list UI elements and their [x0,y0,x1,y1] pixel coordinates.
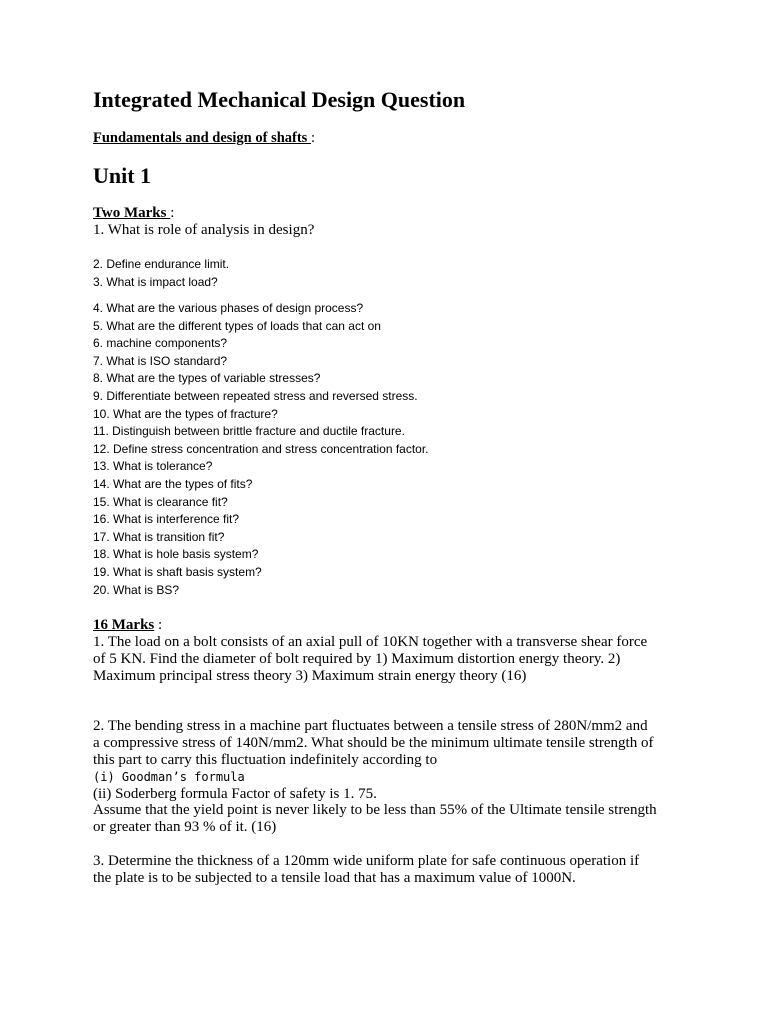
subheading-suffix: : [310,130,315,146]
subheading-label: Fundamentals and design of shafts [93,130,311,146]
paragraph-line: the plate is to be subjected to a tensile load that has a maximum value of 1000N. [93,870,576,886]
question-item: 15. What is clearance fit? [93,494,228,509]
paragraph-line: 1. The load on a bolt consists of an axial pull of 10KN together with a transverse shear force [93,634,648,650]
question-item: 6. machine components? [93,336,228,351]
sixteen-marks-heading [93,617,162,634]
question-item: 17. What is transition fit? [93,529,225,544]
question-item: 13. What is tolerance? [93,459,213,474]
sixteen-marks-question-3 [93,853,683,887]
two-marks-question-1: 1. What is role of analysis in design? [93,222,315,238]
question-item: 20. What is BS? [93,582,180,597]
question-item: 10. What are the types of fracture? [93,406,278,421]
paragraph-line: 3. Determine the thickness of a 120mm wide uniform plate for safe continuous operation if [93,853,640,869]
two-marks-heading [93,205,174,222]
paragraph-line: (ii) Soderberg formula Factor of safety is 1. 75. [93,786,377,802]
paragraph-line: (i) Goodman’s formula [93,770,245,784]
two-marks-question-list-b [93,300,429,599]
sixteen-marks-suffix: : [154,617,163,633]
question-item: 18. What is hole basis system? [93,547,259,562]
sixteen-marks-question-1 [93,634,683,685]
paragraph-line: a compressive stress of 140N/mm2. What should be the minimum ultimate tensile strength of [93,735,654,751]
two-marks-label: Two Marks [93,205,171,221]
question-item: 3. What is impact load? [93,274,218,289]
question-item: 11. Distinguish between brittle fracture and ductile fracture. [93,424,405,439]
unit-heading: Unit 1 [93,163,152,188]
question-item: 12. Define stress concentration and stress concentration factor. [93,441,429,456]
sixteen-marks-label: 16 Marks [93,617,155,633]
question-item: 8. What are the types of variable stresses? [93,371,321,386]
question-item: 16. What is interference fit? [93,512,240,527]
paragraph-line: of 5 KN. Find the diameter of bolt required by 1) Maximum distortion energy theory. 2) [93,651,621,667]
question-item: 9. Differentiate between repeated stress and reversed stress. [93,388,418,403]
sixteen-marks-question-2-note [93,802,683,836]
two-marks-suffix: : [170,205,175,221]
paragraph-line: Maximum principal stress theory 3) Maximum strain energy theory (16) [93,668,527,684]
document-title: Integrated Mechanical Design Question [93,87,466,112]
paragraph-line: this part to carry this fluctuation indefinitely according to [93,752,438,768]
question-item: 5. What are the different types of loads that can act on [93,318,381,333]
question-item: 14. What are the types of fits? [93,476,253,491]
section-subheading [93,130,315,147]
paragraph-line: Assume that the yield point is never likely to be less than 55% of the Ultimate tensile strength [93,802,657,818]
question-item: 2. Define endurance limit. [93,257,230,271]
question-item: 7. What is ISO standard? [93,353,228,368]
question-item: 4. What are the various phases of design process? [93,301,364,315]
paragraph-line: 2. The bending stress in a machine part fluctuates between a tensile stress of 280N/mm2 and [93,718,648,734]
paragraph-line: or greater than 93 % of it. (16) [93,819,277,835]
question-item: 19. What is shaft basis system? [93,564,262,579]
two-marks-question-list-a [93,256,229,291]
sixteen-marks-question-2 [93,718,683,803]
